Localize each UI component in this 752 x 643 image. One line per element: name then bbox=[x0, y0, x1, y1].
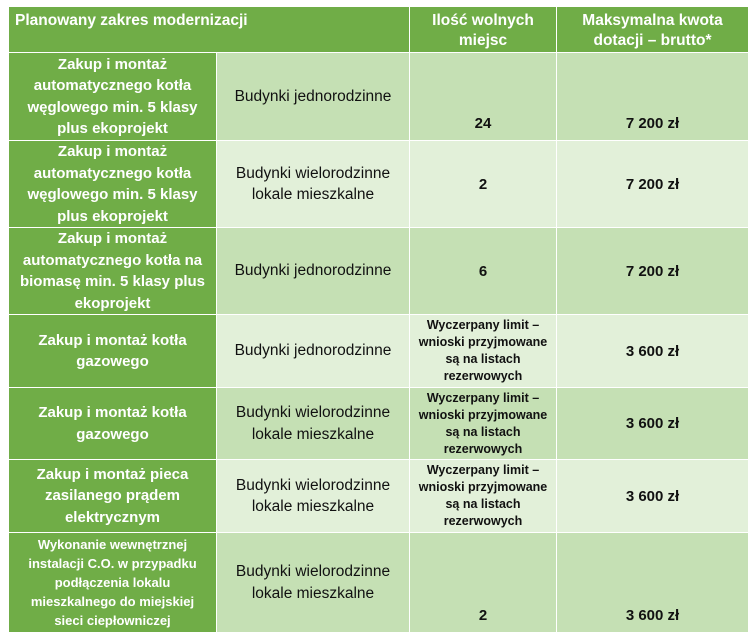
places-cell: 24 bbox=[410, 53, 557, 141]
amount-cell: 7 200 zł bbox=[557, 53, 749, 141]
scope-cell: Wykonanie wewnętrznej instalacji C.O. w przypadku podłączenia lokalu mieszkalnego do miejskiej sieci ciepłowniczej bbox=[9, 533, 217, 633]
scope-cell: Zakup i montaż kotła gazowego bbox=[9, 315, 217, 388]
places-cell: 6 bbox=[410, 228, 557, 315]
places-cell: 2 bbox=[410, 533, 557, 633]
scope-cell: Zakup i montaż automatycznego kotła na biomasę min. 5 klasy plus ekoprojekt bbox=[9, 228, 217, 315]
building-cell: Budynki jednorodzinne bbox=[217, 315, 410, 388]
building-cell: Budynki jednorodzinne bbox=[217, 228, 410, 315]
grant-table bbox=[8, 6, 749, 633]
amount-cell: 7 200 zł bbox=[557, 141, 749, 228]
table-row bbox=[9, 460, 749, 533]
building-cell: Budynki wielorodzinne lokale mieszkalne bbox=[217, 141, 410, 228]
amount-cell: 3 600 zł bbox=[557, 388, 749, 460]
places-cell: 2 bbox=[410, 141, 557, 228]
table-row bbox=[9, 388, 749, 460]
building-cell: Budynki wielorodzinne lokale mieszkalne bbox=[217, 388, 410, 460]
places-cell: Wyczerpany limit – wnioski przyjmowane są na listach rezerwowych bbox=[410, 315, 557, 388]
building-cell: Budynki jednorodzinne bbox=[217, 53, 410, 141]
scope-cell: Zakup i montaż kotła gazowego bbox=[9, 388, 217, 460]
amount-cell: 3 600 zł bbox=[557, 460, 749, 533]
table-row bbox=[9, 228, 749, 315]
table-header-row bbox=[9, 7, 749, 53]
amount-cell: 3 600 zł bbox=[557, 315, 749, 388]
scope-cell: Zakup i montaż pieca zasilanego prądem elektrycznym bbox=[9, 460, 217, 533]
amount-cell: 3 600 zł bbox=[557, 533, 749, 633]
places-cell: Wyczerpany limit – wnioski przyjmowane są na listach rezerwowych bbox=[410, 388, 557, 460]
scope-cell: Zakup i montaż automatycznego kotła węglowego min. 5 klasy plus ekoprojekt bbox=[9, 141, 217, 228]
table-row bbox=[9, 53, 749, 141]
header-places: Ilość wolnych miejsc bbox=[410, 7, 557, 53]
header-amount: Maksymalna kwota dotacji – brutto* bbox=[557, 7, 749, 53]
building-cell: Budynki wielorodzinne lokale mieszkalne bbox=[217, 533, 410, 633]
places-cell: Wyczerpany limit – wnioski przyjmowane są na listach rezerwowych bbox=[410, 460, 557, 533]
amount-cell: 7 200 zł bbox=[557, 228, 749, 315]
table-row bbox=[9, 533, 749, 633]
table-row bbox=[9, 141, 749, 228]
building-cell: Budynki wielorodzinne lokale mieszkalne bbox=[217, 460, 410, 533]
scope-cell: Zakup i montaż automatycznego kotła węglowego min. 5 klasy plus ekoprojekt bbox=[9, 53, 217, 141]
header-scope: Planowany zakres modernizacji bbox=[9, 7, 410, 53]
table-row bbox=[9, 315, 749, 388]
